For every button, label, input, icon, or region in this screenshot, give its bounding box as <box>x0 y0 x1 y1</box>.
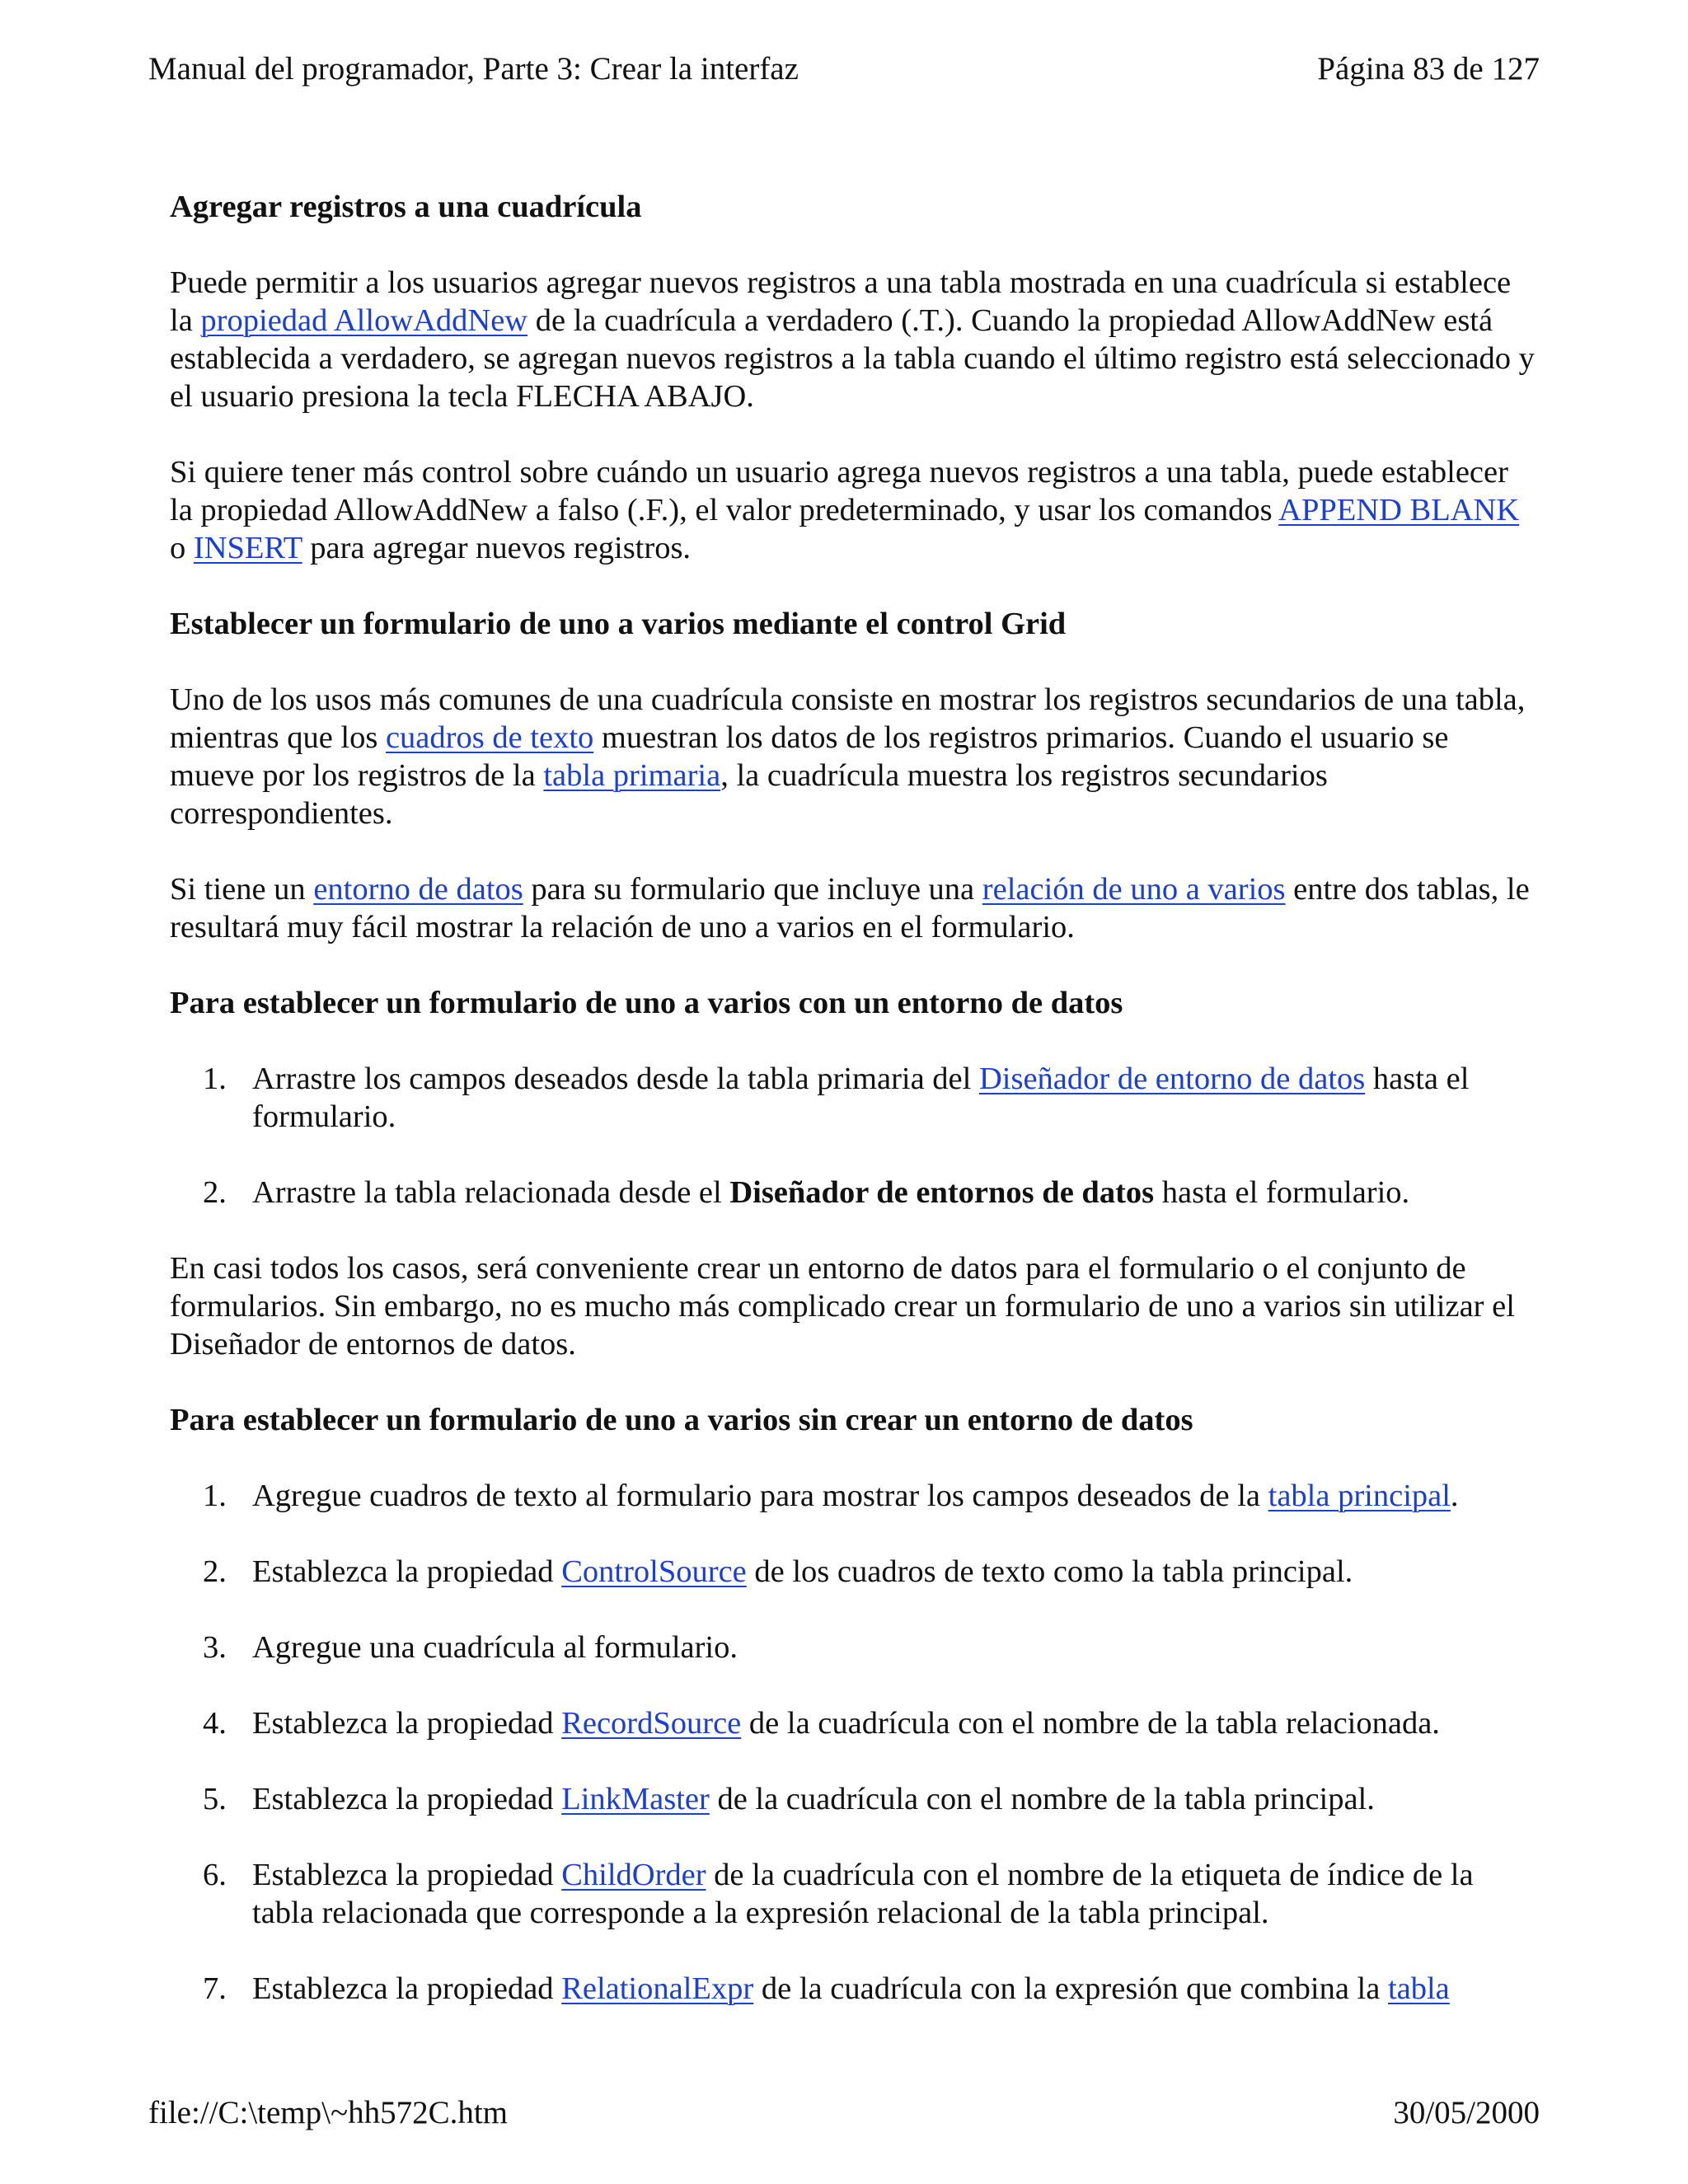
step-text: Arrastre la tabla relacionada desde el <box>252 1175 730 1210</box>
step-number: 6. <box>203 1858 227 1892</box>
procedure-heading: Para establecer un formulario de uno a varios con un entorno de datos <box>170 986 1123 1020</box>
link-childorder[interactable]: ChildOrder <box>561 1858 706 1892</box>
paragraph-text: para su formulario que incluye una <box>523 872 982 907</box>
steps-list <box>170 1477 1538 2008</box>
step-number: 1. <box>203 1479 227 1513</box>
step-text: de los cuadros de texto como la tabla principal. <box>746 1554 1353 1589</box>
list-item <box>170 1553 1538 1591</box>
link-tabla-principal[interactable]: tabla principal <box>1268 1479 1451 1513</box>
step-text: Establezca la propiedad <box>252 1554 562 1589</box>
paragraph <box>170 453 1538 567</box>
link-cuadros-de-texto[interactable]: cuadros de texto <box>385 720 594 755</box>
section-heading: Agregar registros a una cuadrícula <box>170 190 642 224</box>
link-recordsource[interactable]: RecordSource <box>561 1706 742 1741</box>
step-text: de la cuadrícula con la expresión que combina la <box>753 1971 1388 2006</box>
step-number: 4. <box>203 1706 227 1741</box>
link-append-blank[interactable]: APPEND BLANK <box>1278 493 1520 527</box>
paragraph <box>170 264 1538 415</box>
link-allowaddnew-property[interactable]: propiedad AllowAddNew <box>200 303 528 338</box>
paragraph: En casi todos los casos, será conveniente crear un entorno de datos para el formulario o el conjunto de formularios. Sin embargo, no es mucho más complicado crear un formulario de uno a varios sin utilizar el Diseñador de entornos de datos. <box>170 1251 1515 1361</box>
list-item <box>170 1780 1538 1818</box>
paragraph-text: para agregar nuevos registros. <box>302 531 692 565</box>
link-tabla[interactable]: tabla <box>1387 1971 1450 2006</box>
procedure-heading: Para establecer un formulario de uno a varios sin crear un entorno de datos <box>170 1403 1193 1437</box>
step-number: 7. <box>203 1971 227 2006</box>
page-header <box>148 51 1540 87</box>
link-linkmaster[interactable]: LinkMaster <box>561 1782 710 1816</box>
paragraph-text: , la cuadrícula muestra los registros secundarios correspondientes. <box>170 758 1328 831</box>
link-disenador-entorno-datos[interactable]: Diseñador de entorno de datos <box>978 1062 1366 1096</box>
section-heading: Establecer un formulario de uno a varios mediante el control Grid <box>170 607 1067 641</box>
paragraph-text: o <box>170 531 194 565</box>
list-item <box>170 1477 1538 1515</box>
list-item <box>170 1629 1538 1666</box>
paragraph-text: Si quiere tener más control sobre cuándo un usuario agrega nuevos registros a una tabla, puede establecer la propiedad AllowAddNew a falso (.F.), el valor predeterminado, y usar los comandos <box>170 455 1508 527</box>
bold-term: Diseñador de entornos de datos <box>729 1175 1155 1210</box>
footer-file-path: file://C:\temp\~hh572C.htm <box>148 2095 509 2130</box>
steps-list <box>170 1060 1538 1212</box>
paragraph <box>170 870 1538 946</box>
step-text: hasta el formulario. <box>252 1062 1470 1134</box>
step-text: Establezca la propiedad <box>252 1971 562 2006</box>
step-number: 2. <box>203 1175 227 1210</box>
link-entorno-de-datos[interactable]: entorno de datos <box>313 872 523 907</box>
step-number: 2. <box>203 1554 227 1589</box>
list-item <box>170 1856 1538 1932</box>
paragraph-text: de la cuadrícula a verdadero (.T.). Cuando la propiedad AllowAddNew está establecida a verdadero, se agregan nuevos registros a la tabla cuando el último registro está seleccionado y el usuario presiona la tecla FLECHA ABAJO. <box>170 303 1535 414</box>
link-relationalexpr[interactable]: RelationalExpr <box>561 1971 754 2006</box>
step-number: 1. <box>203 1062 227 1096</box>
step-number: 5. <box>203 1782 227 1816</box>
paragraph-text: muestran los datos de los registros primarios. Cuando el usuario se mueve por los registros de la <box>170 720 1449 793</box>
link-controlsource[interactable]: ControlSource <box>561 1554 747 1589</box>
step-text: hasta el formulario. <box>1154 1175 1410 1210</box>
step-text: Agregue cuadros de texto al formulario para mostrar los campos deseados de la <box>252 1479 1268 1513</box>
paragraph <box>170 681 1538 832</box>
paragraph-text: Puede permitir a los usuarios agregar nuevos registros a una tabla mostrada en una cuadrícula si establece la <box>170 265 1512 338</box>
paragraph-text: Uno de los usos más comunes de una cuadrícula consiste en mostrar los registros secundarios de una tabla, mientras que los <box>170 682 1526 755</box>
step-text: de la cuadrícula con el nombre de la tabla principal. <box>709 1782 1375 1816</box>
step-text: Establezca la propiedad <box>252 1706 562 1741</box>
list-item <box>170 1704 1538 1742</box>
link-relacion-uno-a-varios[interactable]: relación de uno a varios <box>982 872 1286 907</box>
step-text: Establezca la propiedad <box>252 1782 562 1816</box>
link-insert[interactable]: INSERT <box>193 531 302 565</box>
link-tabla-primaria[interactable]: tabla primaria <box>543 758 721 793</box>
page-footer <box>148 2095 1540 2131</box>
step-text: de la cuadrícula con el nombre de la etiqueta de índice de la tabla relacionada que corresponde a la expresión relacional de la tabla principal. <box>252 1858 1474 1930</box>
header-title: Manual del programador, Parte 3: Crear la interfaz <box>148 51 799 87</box>
step-text: de la cuadrícula con el nombre de la tabla relacionada. <box>741 1706 1440 1741</box>
list-item <box>170 1970 1538 2008</box>
step-text: . <box>1450 1479 1459 1513</box>
footer-date: 30/05/2000 <box>1393 2095 1540 2130</box>
list-item <box>170 1174 1538 1212</box>
step-number: 3. <box>203 1630 227 1665</box>
step-text: Establezca la propiedad <box>252 1858 562 1892</box>
list-item <box>170 1060 1538 1136</box>
step-text: Agregue una cuadrícula al formulario. <box>252 1630 738 1665</box>
header-page-number: Página 83 de 127 <box>1317 51 1540 87</box>
paragraph-text: Si tiene un <box>170 872 314 907</box>
document-body <box>170 188 1538 2008</box>
paragraph-text: entre dos tablas, le resultará muy fácil mostrar la relación de uno a varios en el formulario. <box>170 872 1530 944</box>
step-text: Arrastre los campos deseados desde la tabla primaria del <box>252 1062 979 1096</box>
